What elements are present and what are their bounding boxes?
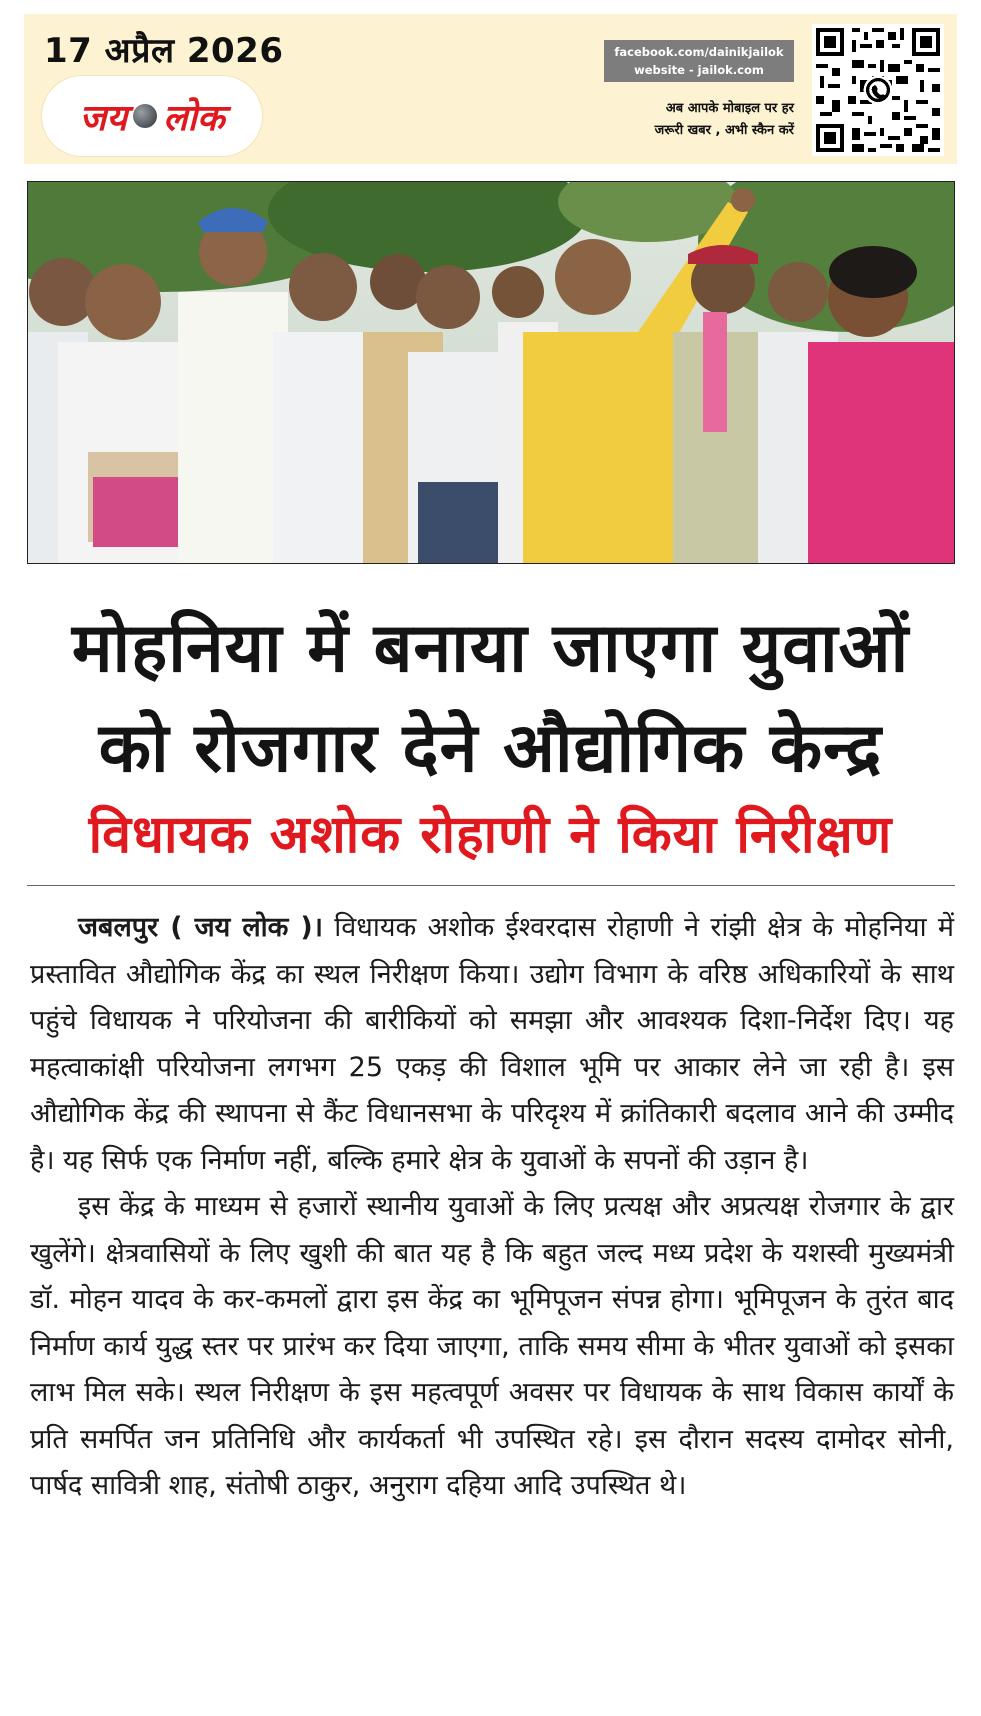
paragraph-1 bbox=[30, 905, 954, 1184]
scan-prompt bbox=[584, 98, 794, 142]
dateline: जबलपुर ( जय लोक )। bbox=[78, 912, 323, 943]
logo-word-left: जय bbox=[79, 97, 128, 139]
paragraph-1-text: विधायक अशोक ईश्वरदास रोहाणी ने रांझी क्षेत्र के मोहनिया में प्रस्तावित औद्योगिक केंद्र का स्थल निरीक्षण किया। उद्योग विभाग के वरिष्ठ अधिकारियों के साथ पहुंचे विधायक ने परियोजना की बारीकियों को समझा और आवश्यक दिशा-निर्देश दिए। यह महत्वाकांक्षी परियोजना लगभग 25 एकड़ की विशाल भूमि पर आकार लेने जा रही है। इस औद्योगिक केंद्र की स्थापना से कैंट विधानसभा के परिदृश्य में क्रांतिकारी बदलाव आने की उम्मीद है। यह सिर्फ एक निर्माण नहीं, बल्कि हमारे क्षेत्र के युवाओं के सपनों की उड़ान है। bbox=[30, 912, 954, 1176]
facebook-link[interactable]: facebook.com/dainikjailok bbox=[614, 45, 784, 59]
social-links-box bbox=[604, 40, 794, 82]
scan-prompt-line2: जरूरी खबर , अभी स्कैन करें bbox=[654, 123, 794, 138]
subheadline: विधायक अशोक रोहाणी ने किया निरीक्षण bbox=[88, 805, 893, 865]
website-link[interactable]: website - jailok.com bbox=[634, 63, 764, 77]
scan-prompt-line1: अब आपके मोबाइल पर हर bbox=[665, 101, 794, 116]
headline-line-1: मोहनिया में बनाया जाएगा युवाओं bbox=[71, 609, 910, 688]
logo-word-right: लोक bbox=[163, 97, 225, 139]
divider bbox=[27, 885, 955, 886]
edition-date: 17 अप्रैल 2026 bbox=[44, 31, 284, 71]
globe-icon bbox=[133, 104, 157, 128]
article-body bbox=[30, 905, 954, 1510]
paragraph-2: इस केंद्र के माध्यम से हजारों स्थानीय युवाओं के लिए प्रत्यक्ष और अप्रत्यक्ष रोजगार के द्वार खुलेंगे। क्षेत्रवासियों के लिए खुशी की बात यह है कि बहुत जल्द मध्य प्रदेश के यशस्वी मुख्यमंत्री डॉ. मोहन यादव के कर-कमलों द्वारा इस केंद्र का भूमिपूजन संपन्न होगा। भूमिपूजन के तुरंत बाद निर्माण कार्य युद्ध स्तर पर प्रारंभ कर दिया जाएगा, ताकि समय सीमा के भीतर युवाओं को इसका लाभ मिल सके। स्थल निरीक्षण के इस महत्वपूर्ण अवसर पर विधायक के साथ विकास कार्यों के प्रति समर्पित जन प्रतिनिधि और कार्यकर्ता भी उपस्थित रहे। इस दौरान सदस्य दामोदर सोनी, पार्षद सावित्री शाह, संतोषी ठाकुर, अनुराग दहिया आदि उपस्थित थे। bbox=[30, 1191, 954, 1501]
headline-line-2: को रोजगार देने औद्योगिक केन्द्र bbox=[98, 709, 883, 788]
news-photo bbox=[27, 181, 955, 564]
qr-code-icon[interactable] bbox=[812, 24, 944, 156]
masthead bbox=[24, 14, 957, 164]
newspaper-logo bbox=[42, 76, 262, 156]
